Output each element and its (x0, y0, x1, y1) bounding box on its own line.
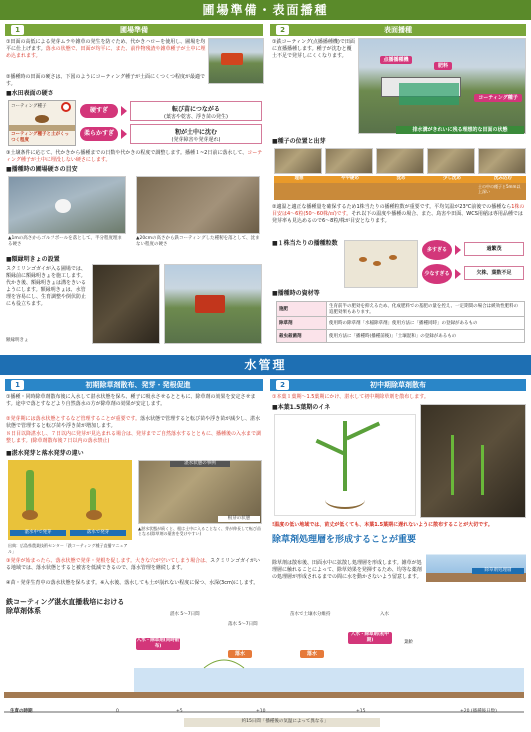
fertilizer-label: 肥料 (434, 62, 452, 70)
too-soft-badge: 柔らかすぎ (80, 127, 118, 141)
ok-circle-icon (61, 102, 71, 112)
grains-photo (344, 240, 418, 288)
seed-label-2: コーティング種子と土がくっつく程度 (11, 132, 69, 143)
sprout-curve (204, 660, 244, 668)
too-hard-result (130, 101, 262, 121)
herbicide-layer-diagram (426, 536, 526, 582)
section-header-surface-seeding (270, 24, 526, 36)
section-number: 1 (11, 25, 24, 35)
stage-badge-5: 葉齢 (404, 640, 413, 645)
p2b-text: それ以下の温度や播種の場合、また、鳥害や田面、WCS用稲は専用品種では発芽率も見込めるので6～8粒/株が目安となります。 (272, 211, 523, 224)
top-label-3: 苗水で土壌水分維持 (290, 612, 331, 617)
seed-icon (35, 115, 49, 123)
too-few-badge: 少なすぎる (422, 264, 452, 284)
seeding-p1: ①鉄コーティング(点播播種機)で田面に直播播種します。種子が沈むと覆土不足で発芽しにくくなります。 (272, 39, 355, 59)
tick-15: +15 (356, 709, 366, 714)
section-title-2: 表面播種 (384, 26, 412, 34)
section-header-field-prep (5, 24, 263, 36)
herbicide-timeline-chart (4, 612, 528, 730)
materials-table (276, 301, 525, 343)
rice-plant-diagram (274, 414, 416, 516)
coated-seed-photo (136, 176, 260, 234)
early-p2-red: ②発芽期には落水状態とするなど管理することが重要です。 (6, 416, 141, 422)
frame-ditch-photo (92, 264, 160, 344)
too-hard-badge: 硬すぎ (80, 104, 118, 118)
table-cell-value: 使用時の除草剤「水稲除草剤」使用方法に「播種同時」の登録があるもの (327, 317, 525, 330)
section-title-3: 初期除草剤散布、発芽・発根促進 (85, 381, 191, 389)
stage-photo-1 (274, 148, 322, 174)
section-number-3: 1 (11, 380, 24, 390)
seeder-label: 点播播種機 (380, 56, 412, 64)
flooded-case-caption: ▲湛水状態が続くと、根は土中に入ることなく、芽が伸長して転び苗となる(除草剤の薬害を受けやすい) (138, 526, 261, 536)
section-number-4: 2 (276, 380, 289, 390)
early-p4-text: スクミリンゴガイがいる地域では、落水状態とすると被害を低減できるので、落水管理を継続します。 (6, 558, 260, 571)
compare-heading: ■湛水発芽と落水発芽の違い (6, 450, 84, 457)
top-label-2: 落水 5～7日間 (228, 622, 258, 627)
stage-label-2: やや硬め (341, 176, 359, 181)
too-few-result: 欠株、葉数不足 (464, 266, 524, 280)
mid-p1 (272, 394, 526, 401)
herbicide-chart-title: 鉄コーティング湛水直播栽培における除草剤体系 (6, 598, 125, 615)
stage-photo-4 (427, 148, 475, 174)
p3-red-text: コーティング種子が土中に埋没しない硬さにします。 (6, 150, 263, 163)
stage-badge-4: 入水・除草剤(初中期) (348, 632, 392, 644)
stage-photo-2 (325, 148, 373, 174)
too-many-result: 過繁茂 (464, 242, 524, 256)
table-cell-key: 施肥 (277, 302, 327, 317)
top-banner: 圃場準備・表面播種 (0, 0, 531, 20)
arrow-right-icon-3 (455, 245, 461, 255)
early-p4 (6, 558, 264, 572)
p1-text: ①田面の高低による発芽ムラや雑草の発生を防ぐため、代かきハローを使用し、圃場を均平に仕上げます。 (6, 39, 206, 52)
seeding-p2 (272, 204, 526, 225)
harrow-tractor-photo (208, 38, 264, 84)
grains-heading: ■１株当たりの播種粒数 (272, 240, 338, 247)
early-p5: ④苗・発芽生育中の落水状態を保ちます。※入水後、落水しても土が崩れない程度に保つ、水深(3cm)にします。 (6, 580, 259, 586)
mid-callout: 除草剤処理層を形成することが重要 (272, 535, 417, 545)
stage-badge-3: 落水 (300, 650, 324, 658)
golf-ball-icon (55, 199, 71, 213)
stage-label-4: 少し沈め (443, 176, 461, 181)
too-soft-result-text: 籾が土中に沈む (174, 129, 217, 136)
tick-20: +20 (播種後日数) (460, 709, 497, 714)
stage-badge-2: 落水 (228, 650, 252, 658)
field-prep-p1 (6, 39, 206, 60)
table-cell-key: 除草剤 (277, 317, 327, 330)
table-cell-key: 殺虫殺菌剤 (277, 330, 327, 343)
mid-warning: !温度の低い地域では、苗丈が低くても、本葉1.5葉期に遅れないように散布することが大切です。 (272, 522, 493, 528)
arrow-right-icon (121, 106, 127, 116)
table-cell-value: 生育前半の肥効を抑えるため、化成肥料での基肥の量を控え、一定期間の場合は緩効性肥料の追肥効果もあります。 (327, 302, 525, 317)
tick-0: 0 (116, 709, 119, 714)
stage-label-3: 沈め (396, 176, 406, 181)
frame-ditch-text: スクミリンゴガイが入る圃場では、額縁前に額縁明きょを施工します。代かき後、額縁明きょは溝をきいるようにします。額縁明きょは、水管理を容易にし、生育調整や倒伏防止にも役立ちます。 (6, 266, 87, 307)
too-soft-note: (発芽障害や発芽遅れ) (171, 137, 221, 143)
table-row (277, 302, 525, 317)
compare-source: 出典：広島県農業技術センター「鉄コーティング種子直播マニュアル」 (8, 543, 128, 554)
section-header-early-herbicide (5, 379, 263, 391)
p1-red-text: 落水の状態で、田面が均平に、また、前作物残渣や雑草種子が土中に埋め込まれます。 (6, 46, 206, 59)
water-management-banner: 水管理 (0, 355, 531, 375)
rice-seedling-photo (420, 404, 526, 518)
stage-label-5: 沈み込む (494, 176, 512, 181)
early-p4-red: ③発芽が始まったら、落水状態で発芽・発根を促します。大きな穴が空いてしまう場合は、 (6, 558, 211, 564)
stage-badge-1: 入水・除草剤(同時散布) (136, 638, 180, 649)
section-title: 圃場準備 (120, 26, 148, 34)
stage-photo-3 (376, 148, 424, 174)
golf-caption-2: ▲20cmの高さから鉄コーティングした種籾を落として、沈まない程度の硬さ (136, 236, 260, 247)
leaf-stage-heading: ■本葉1.5葉期のイネ (272, 404, 331, 411)
hardness-heading: ■水田表面の硬さ (6, 90, 54, 97)
too-hard-note: (葉害や乾害、浮き苗の発生) (164, 114, 228, 120)
p2-text: ②適温と適正な播種量を確保するため1株当たりの播種粒数が重要です。平均気温が23℃前後での播種なら (272, 204, 512, 210)
depth-label: 土の中の種子と5mm以上深い (478, 184, 521, 194)
seeder-photo (358, 38, 526, 134)
stage-photo-5 (478, 148, 526, 174)
section-header-mid-herbicide (270, 379, 526, 391)
table-row (277, 317, 525, 330)
frame-ditch-heading: ■額縁明きょの設置 (6, 256, 60, 263)
early-p2-text: 落水状態で管理すると転び苗や浮き苗が減少し、湛水状態で管理すると転び苗や浮き苗が増加します。 (6, 416, 261, 429)
seed-position-heading: ■種子の位置と出芽 (272, 138, 326, 145)
mid-p1-red: ①本葉１葉期～1.5葉期にかけ、湛水して初中期除草剤を散布します。 (272, 394, 429, 400)
early-p1: ①播種・同時除草剤散布後に入水して湛水状態を保ち、種子に吸水させるとともに、除草剤の効果を安定させます。途中で落とすなどより自然落水の方が除草剤の効果が安定します。 (6, 394, 256, 407)
mid-p2: 除草剤は散布後、田面水中に拡散し処理層を形成します。雑草が処理層に触れることによって、除草効果を発揮するため、均等な薬剤の処理層が形成されるまでの間に水を動かさないよう留意します。 (272, 560, 422, 580)
chart-xlabel: 生育の時期 (10, 709, 33, 714)
section-number-2: 2 (276, 25, 289, 35)
table-row (277, 330, 525, 343)
too-hard-result-text: 転び苗につながる (172, 106, 220, 113)
golf-heading: ■播種時の圃場硬さの目安 (6, 166, 78, 173)
golf-caption-1: ▲1mの高さからゴルフボールを落として、半分程度埋まる硬さ (8, 236, 123, 247)
arrow-right-icon-2 (121, 129, 127, 139)
chart-band-label: 約15日間「播種後の気温によって異なる」 (241, 719, 329, 724)
p2-red-text: 1株の目安は4～6粒(50～60株/㎡)です。 (272, 204, 525, 217)
early-p2 (6, 416, 264, 430)
table-cell-value: 使用方法に「播種時(播種前後)」「土壌混和」の登録があるもの (327, 330, 525, 343)
arrow-right-icon-4 (455, 269, 461, 279)
early-p3: ８日目以降湛水し、７日以内に発芽が見込まれる場合は、発芽までご自然落水するとともに、播種後の入水まで調整します。(除草剤散布後７日以内の落水禁止) (6, 431, 262, 444)
field-prep-p2: ②播種時の田面の硬さは、下図のようにコーティング種子が土面にくつくつ程度が最適です。 (6, 74, 205, 87)
too-soft-result (130, 124, 262, 144)
tick-5: +5 (176, 709, 183, 714)
flooded-case-label: 湛水状態の事例 (170, 461, 230, 467)
water-band (134, 668, 524, 692)
section-title-4: 初中期除草剤散布 (370, 381, 426, 389)
p3-text: ③土壌条件に応じて、代かきから播種までの日数や代かきの程度で調整します。播種１~2日前に落水して、 (6, 150, 248, 156)
top-label-4: 入水 (380, 612, 389, 617)
frame-ditch-caption: 額縁明きょ (6, 338, 29, 343)
seeder-caption: 排水溝がきれいに残る理想的な田面の状態 (396, 126, 524, 134)
stage-label-1: 理想 (294, 176, 304, 181)
materials-heading: ■播種時の資材等 (272, 290, 320, 297)
seed-label: コーティング種子 (11, 104, 47, 109)
too-many-badge: 多すぎる (422, 240, 452, 260)
field-prep-p3 (6, 150, 264, 164)
soil-band (4, 692, 524, 698)
top-label-1: 湛水 5～7日間 (170, 612, 200, 617)
sprout-compare-photo (8, 460, 132, 540)
root-label: 根芽の状態 (218, 516, 260, 522)
ditch-tractor-photo (164, 264, 262, 344)
flood-sprout-label: 湛水中で発芽 (10, 530, 66, 536)
golf-ball-photo (8, 176, 126, 234)
flooded-case-photo (138, 460, 262, 524)
tick-10: +10 (256, 709, 266, 714)
herbicide-layer-label: 除草剤処理層 (472, 568, 524, 574)
coated-seed-label: コーティング種子 (474, 94, 522, 102)
drain-sprout-label: 落水で発芽 (70, 530, 126, 536)
